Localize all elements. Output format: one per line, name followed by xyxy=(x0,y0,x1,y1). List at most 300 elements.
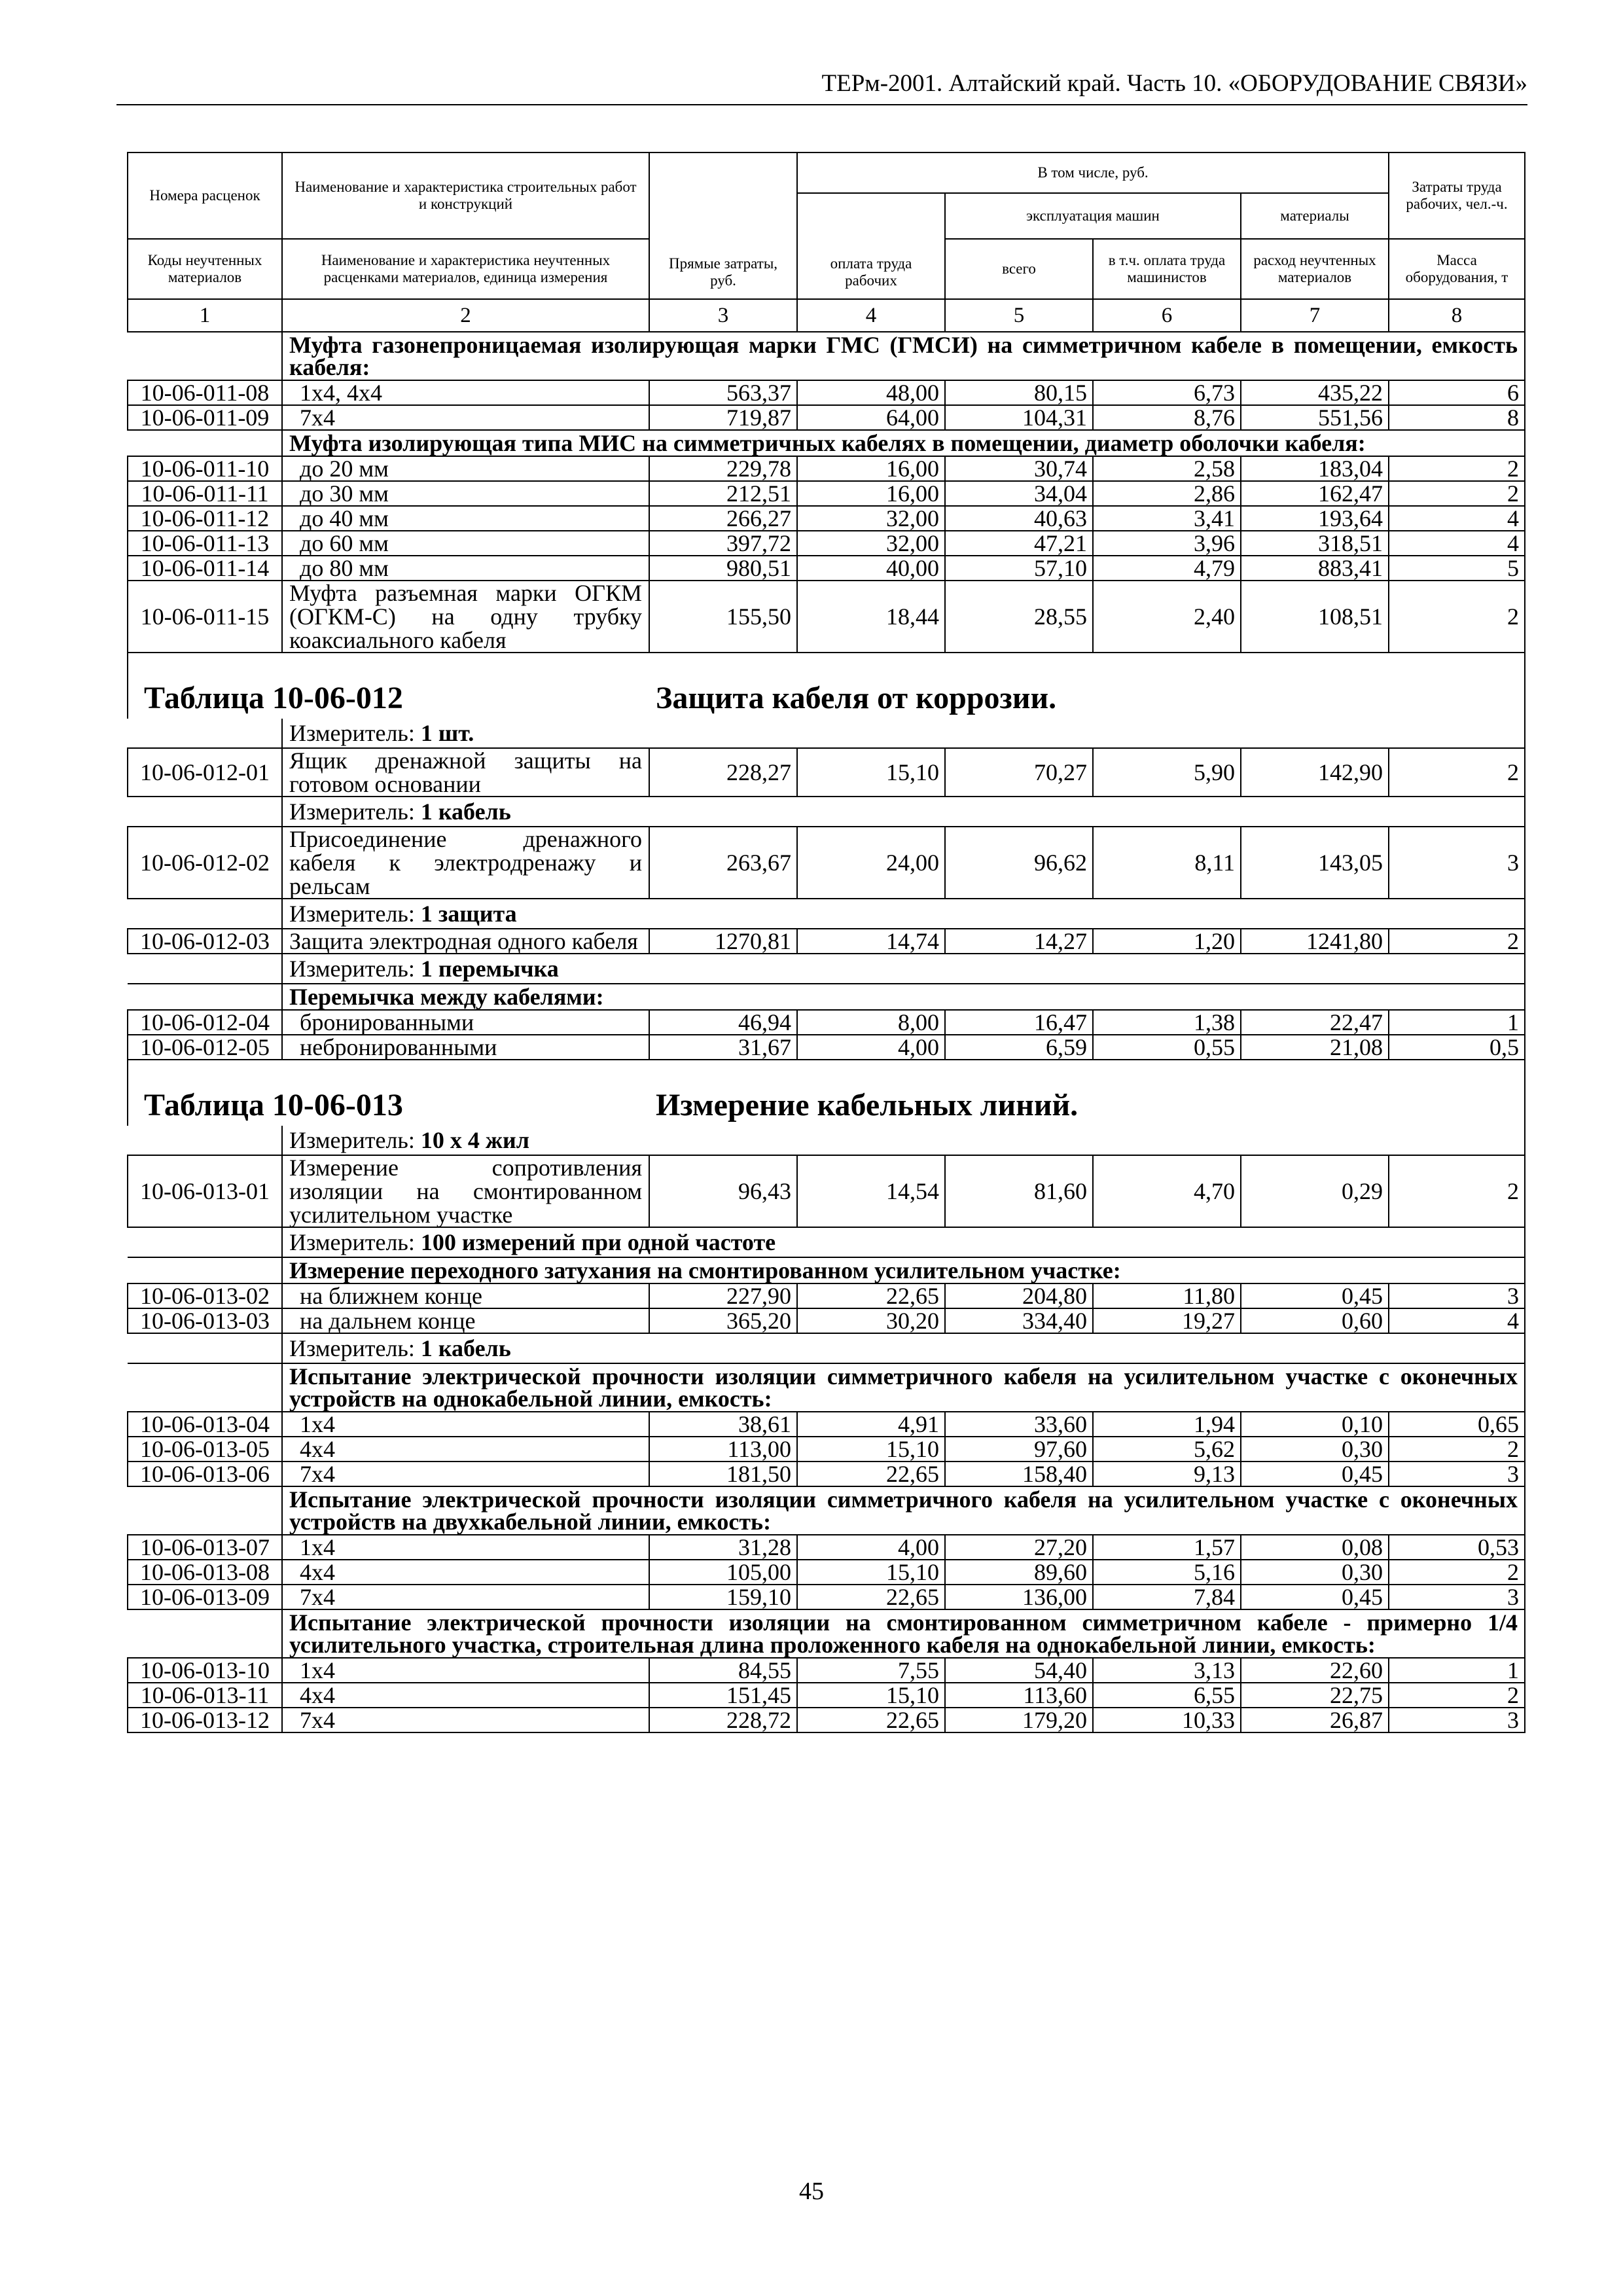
rate-code: 10-06-012-05 xyxy=(128,1035,282,1060)
unit-cell xyxy=(282,899,1525,929)
machines-operators-value: 8,76 xyxy=(1093,405,1241,430)
rate-code: 10-06-013-02 xyxy=(128,1283,282,1308)
table-row xyxy=(128,1412,1525,1437)
table-title-cell xyxy=(128,653,1525,719)
materials-value: 551,56 xyxy=(1241,405,1389,430)
machines-operators-value: 6,55 xyxy=(1093,1683,1241,1708)
labor-pay-value: 32,00 xyxy=(797,531,945,556)
work-name: небронированными xyxy=(282,1035,649,1060)
direct-costs-value: 563,37 xyxy=(649,380,797,405)
table-row xyxy=(128,506,1525,531)
labor-pay-value: 32,00 xyxy=(797,506,945,531)
direct-costs-value: 38,61 xyxy=(649,1412,797,1437)
materials-value: 0,30 xyxy=(1241,1437,1389,1462)
labor-cost-value: 4 xyxy=(1389,1308,1525,1333)
direct-costs-value: 229,78 xyxy=(649,456,797,481)
blank-cell xyxy=(128,1486,282,1535)
group-row xyxy=(128,430,1525,456)
group-heading: Муфта изолирующая типа МИС на симметричных кабелях в помещении, диаметр оболочки кабеля: xyxy=(282,430,1525,456)
work-name: 7х4 xyxy=(282,1708,649,1732)
blank-cell xyxy=(128,984,282,1010)
column-number: 8 xyxy=(1389,299,1525,332)
group-row xyxy=(128,332,1525,380)
running-head: ТЕРм-2001. Алтайский край. Часть 10. «ОБОРУДОВАНИЕ СВЯЗИ» xyxy=(116,69,1527,105)
group-row xyxy=(128,1609,1525,1658)
header-direct-costs: Прямые затраты, руб. xyxy=(649,152,797,299)
table-caption: Измерение кабельных линий. xyxy=(656,1088,1079,1122)
unit-label: Измеритель: xyxy=(289,720,421,746)
direct-costs-value: 719,87 xyxy=(649,405,797,430)
machines-total-value: 40,63 xyxy=(945,506,1093,531)
blank-cell xyxy=(128,1126,282,1155)
labor-pay-value: 48,00 xyxy=(797,380,945,405)
direct-costs-value: 228,27 xyxy=(649,748,797,797)
materials-value: 0,60 xyxy=(1241,1308,1389,1333)
group-heading: Испытание электрической прочности изоляции на смонтированном симметричном кабеле - примерно 1/4 усилительного участка, строительная длина проложенного кабеля на однокабельной линии, емкость: xyxy=(282,1609,1525,1658)
unit-cell xyxy=(282,1126,1525,1155)
labor-cost-value: 8 xyxy=(1389,405,1525,430)
table-row xyxy=(128,1155,1525,1227)
labor-pay-value: 4,00 xyxy=(797,1535,945,1560)
table-row xyxy=(128,1658,1525,1683)
work-name: Ящик дренажной защиты на готовом основании xyxy=(282,748,649,797)
header-col2-top: Наименование и характеристика строительных работ и конструкций xyxy=(282,152,649,239)
labor-pay-value: 18,44 xyxy=(797,581,945,653)
unit-value: 1 защита xyxy=(420,901,517,927)
direct-costs-value: 151,45 xyxy=(649,1683,797,1708)
machines-total-value: 136,00 xyxy=(945,1585,1093,1609)
blank-cell xyxy=(128,332,282,380)
unit-value: 1 шт. xyxy=(420,720,474,746)
table-row xyxy=(128,1010,1525,1035)
direct-costs-value: 31,28 xyxy=(649,1535,797,1560)
work-name: Муфта разъемная марки ОГКМ (ОГКМ-С) на одну трубку коаксиального кабеля xyxy=(282,581,649,653)
machines-total-value: 54,40 xyxy=(945,1658,1093,1683)
labor-cost-value: 1 xyxy=(1389,1658,1525,1683)
column-number: 7 xyxy=(1241,299,1389,332)
direct-costs-value: 365,20 xyxy=(649,1308,797,1333)
labor-cost-value: 0,5 xyxy=(1389,1035,1525,1060)
unit-value: 10 x 4 жил xyxy=(420,1127,529,1153)
machines-operators-value: 3,41 xyxy=(1093,506,1241,531)
direct-costs-value: 1270,81 xyxy=(649,929,797,954)
machines-operators-value: 3,96 xyxy=(1093,531,1241,556)
header-including: В том числе, руб. xyxy=(797,152,1389,193)
labor-pay-value: 30,20 xyxy=(797,1308,945,1333)
materials-value: 142,90 xyxy=(1241,748,1389,797)
materials-value: 162,47 xyxy=(1241,481,1389,506)
blank-cell xyxy=(128,797,282,827)
rate-code: 10-06-011-09 xyxy=(128,405,282,430)
machines-total-value: 34,04 xyxy=(945,481,1093,506)
unit-cell xyxy=(282,797,1525,827)
labor-cost-value: 2 xyxy=(1389,1155,1525,1227)
group-row xyxy=(128,1257,1525,1283)
labor-pay-value: 4,00 xyxy=(797,1035,945,1060)
materials-value: 318,51 xyxy=(1241,531,1389,556)
machines-operators-value: 1,94 xyxy=(1093,1412,1241,1437)
machines-total-value: 104,31 xyxy=(945,405,1093,430)
machines-operators-value: 8,11 xyxy=(1093,827,1241,899)
table-row xyxy=(128,581,1525,653)
column-number: 1 xyxy=(128,299,282,332)
direct-costs-value: 980,51 xyxy=(649,556,797,581)
rates-sheet xyxy=(127,152,1524,1733)
rate-code: 10-06-013-07 xyxy=(128,1535,282,1560)
direct-costs-value: 96,43 xyxy=(649,1155,797,1227)
column-number: 2 xyxy=(282,299,649,332)
table-row xyxy=(128,1462,1525,1486)
machines-total-value: 6,59 xyxy=(945,1035,1093,1060)
materials-value: 0,30 xyxy=(1241,1560,1389,1585)
rate-code: 10-06-013-08 xyxy=(128,1560,282,1585)
work-name: до 60 мм xyxy=(282,531,649,556)
machines-total-value: 113,60 xyxy=(945,1683,1093,1708)
labor-cost-value: 0,65 xyxy=(1389,1412,1525,1437)
machines-total-value: 33,60 xyxy=(945,1412,1093,1437)
direct-costs-value: 84,55 xyxy=(649,1658,797,1683)
unit-row xyxy=(128,1333,1525,1363)
work-name: 4х4 xyxy=(282,1560,649,1585)
unit-row xyxy=(128,899,1525,929)
column-number-row xyxy=(128,299,1525,332)
machines-total-value: 97,60 xyxy=(945,1437,1093,1462)
table-row xyxy=(128,748,1525,797)
machines-total-value: 96,62 xyxy=(945,827,1093,899)
labor-cost-value: 6 xyxy=(1389,380,1525,405)
machines-total-value: 204,80 xyxy=(945,1283,1093,1308)
work-name: Присоединение дренажного кабеля к электродренажу и рельсам xyxy=(282,827,649,899)
materials-value: 22,47 xyxy=(1241,1010,1389,1035)
machines-operators-value: 5,16 xyxy=(1093,1560,1241,1585)
work-name: 1х4 xyxy=(282,1658,649,1683)
labor-cost-value: 3 xyxy=(1389,827,1525,899)
rate-code: 10-06-011-14 xyxy=(128,556,282,581)
work-name: 1х4 xyxy=(282,1412,649,1437)
group-heading: Муфта газонепроницаемая изолирующая марки ГМС (ГМСИ) на симметричном кабеле в помещении, емкость кабеля: xyxy=(282,332,1525,380)
header-row xyxy=(128,152,1525,193)
direct-costs-value: 263,67 xyxy=(649,827,797,899)
table-row xyxy=(128,827,1525,899)
blank-cell xyxy=(128,1257,282,1283)
labor-pay-value: 40,00 xyxy=(797,556,945,581)
table-row xyxy=(128,929,1525,954)
unit-value: 1 кабель xyxy=(420,1335,511,1361)
machines-operators-value: 1,38 xyxy=(1093,1010,1241,1035)
work-name: до 40 мм xyxy=(282,506,649,531)
rate-code: 10-06-013-04 xyxy=(128,1412,282,1437)
materials-value: 883,41 xyxy=(1241,556,1389,581)
materials-value: 0,45 xyxy=(1241,1462,1389,1486)
work-name: до 80 мм xyxy=(282,556,649,581)
labor-pay-value: 15,10 xyxy=(797,1560,945,1585)
header-machines-operators: в т.ч. оплата труда машинистов xyxy=(1093,239,1241,299)
unit-value: 1 перемычка xyxy=(420,956,559,982)
materials-value: 0,45 xyxy=(1241,1283,1389,1308)
materials-value: 1241,80 xyxy=(1241,929,1389,954)
labor-cost-value: 4 xyxy=(1389,531,1525,556)
direct-costs-value: 46,94 xyxy=(649,1010,797,1035)
labor-pay-value: 16,00 xyxy=(797,481,945,506)
materials-value: 21,08 xyxy=(1241,1035,1389,1060)
unit-cell xyxy=(282,954,1525,984)
direct-costs-value: 397,72 xyxy=(649,531,797,556)
blank-cell xyxy=(128,1227,282,1257)
labor-cost-value: 3 xyxy=(1389,1462,1525,1486)
materials-value: 0,08 xyxy=(1241,1535,1389,1560)
work-name: 4х4 xyxy=(282,1683,649,1708)
labor-cost-value: 5 xyxy=(1389,556,1525,581)
header-col1-top: Номера расценок xyxy=(128,152,282,239)
machines-operators-value: 3,13 xyxy=(1093,1658,1241,1683)
labor-pay-value: 64,00 xyxy=(797,405,945,430)
machines-operators-value: 10,33 xyxy=(1093,1708,1241,1732)
machines-total-value: 179,20 xyxy=(945,1708,1093,1732)
machines-operators-value: 6,73 xyxy=(1093,380,1241,405)
labor-cost-value: 4 xyxy=(1389,506,1525,531)
labor-pay-value: 15,10 xyxy=(797,1437,945,1462)
labor-cost-value: 2 xyxy=(1389,481,1525,506)
machines-operators-value: 9,13 xyxy=(1093,1462,1241,1486)
unit-label: Измеритель: xyxy=(289,1229,421,1255)
direct-costs-value: 227,90 xyxy=(649,1283,797,1308)
labor-cost-value: 2 xyxy=(1389,929,1525,954)
machines-operators-value: 1,20 xyxy=(1093,929,1241,954)
rate-code: 10-06-012-01 xyxy=(128,748,282,797)
blank-cell xyxy=(128,954,282,984)
materials-value: 193,64 xyxy=(1241,506,1389,531)
machines-total-value: 89,60 xyxy=(945,1560,1093,1585)
work-name: Измерение сопротивления изоляции на смонтированном усилительном участке xyxy=(282,1155,649,1227)
direct-costs-value: 105,00 xyxy=(649,1560,797,1585)
blank-cell xyxy=(128,1363,282,1412)
machines-total-value: 14,27 xyxy=(945,929,1093,954)
machines-operators-value: 5,90 xyxy=(1093,748,1241,797)
machines-operators-value: 4,70 xyxy=(1093,1155,1241,1227)
table-title xyxy=(135,1060,1518,1126)
header-materials: материалы xyxy=(1241,193,1389,239)
group-heading: Перемычка между кабелями: xyxy=(282,984,1525,1010)
group-row xyxy=(128,1486,1525,1535)
machines-operators-value: 5,62 xyxy=(1093,1437,1241,1462)
labor-pay-value: 22,65 xyxy=(797,1585,945,1609)
machines-total-value: 81,60 xyxy=(945,1155,1093,1227)
materials-value: 22,60 xyxy=(1241,1658,1389,1683)
labor-cost-value: 2 xyxy=(1389,1683,1525,1708)
labor-cost-value: 3 xyxy=(1389,1708,1525,1732)
column-number: 5 xyxy=(945,299,1093,332)
rate-code: 10-06-011-08 xyxy=(128,380,282,405)
work-name: 7х4 xyxy=(282,1585,649,1609)
work-name: 1х4 xyxy=(282,1535,649,1560)
table-row xyxy=(128,405,1525,430)
direct-costs-value: 155,50 xyxy=(649,581,797,653)
blank-cell xyxy=(128,1333,282,1363)
labor-pay-value: 24,00 xyxy=(797,827,945,899)
table-title xyxy=(135,653,1518,719)
blank-cell xyxy=(128,899,282,929)
direct-costs-value: 212,51 xyxy=(649,481,797,506)
machines-operators-value: 11,80 xyxy=(1093,1283,1241,1308)
header-col1-bottom: Коды неучтенных материалов xyxy=(128,239,282,299)
unit-row xyxy=(128,954,1525,984)
labor-pay-value: 15,10 xyxy=(797,1683,945,1708)
direct-costs-value: 31,67 xyxy=(649,1035,797,1060)
machines-total-value: 28,55 xyxy=(945,581,1093,653)
direct-costs-value: 228,72 xyxy=(649,1708,797,1732)
table-caption: Защита кабеля от коррозии. xyxy=(656,681,1057,715)
work-name: 1х4, 4х4 xyxy=(282,380,649,405)
work-name: до 30 мм xyxy=(282,481,649,506)
machines-operators-value: 19,27 xyxy=(1093,1308,1241,1333)
work-name: Защита электродная одного кабеля xyxy=(282,929,649,954)
page-number: 45 xyxy=(799,2178,824,2205)
labor-pay-value: 22,65 xyxy=(797,1708,945,1732)
rate-code: 10-06-013-01 xyxy=(128,1155,282,1227)
rate-code: 10-06-013-09 xyxy=(128,1585,282,1609)
rate-code: 10-06-012-02 xyxy=(128,827,282,899)
rate-code: 10-06-011-10 xyxy=(128,456,282,481)
header-labor-pay: оплата труда рабочих xyxy=(797,193,945,299)
machines-operators-value: 7,84 xyxy=(1093,1585,1241,1609)
table-row xyxy=(128,1585,1525,1609)
blank-cell xyxy=(128,430,282,456)
work-name: до 20 мм xyxy=(282,456,649,481)
table-row xyxy=(128,1708,1525,1732)
work-name: на дальнем конце xyxy=(282,1308,649,1333)
table-title-row xyxy=(128,1060,1525,1126)
materials-value: 0,29 xyxy=(1241,1155,1389,1227)
table-row xyxy=(128,1535,1525,1560)
machines-total-value: 30,74 xyxy=(945,456,1093,481)
table-body xyxy=(128,152,1525,1732)
materials-value: 0,10 xyxy=(1241,1412,1389,1437)
machines-total-value: 70,27 xyxy=(945,748,1093,797)
machines-total-value: 334,40 xyxy=(945,1308,1093,1333)
rate-code: 10-06-013-10 xyxy=(128,1658,282,1683)
unit-value: 1 кабель xyxy=(420,798,511,825)
unit-label: Измеритель: xyxy=(289,798,421,825)
group-row xyxy=(128,1363,1525,1412)
unit-cell xyxy=(282,719,1525,748)
rate-code: 10-06-013-03 xyxy=(128,1308,282,1333)
header-col2-bottom: Наименование и характеристика неучтенных расценками материалов, единица измерения xyxy=(282,239,649,299)
labor-pay-value: 7,55 xyxy=(797,1658,945,1683)
table-row xyxy=(128,380,1525,405)
machines-operators-value: 2,40 xyxy=(1093,581,1241,653)
labor-pay-value: 16,00 xyxy=(797,456,945,481)
machines-total-value: 158,40 xyxy=(945,1462,1093,1486)
materials-value: 143,05 xyxy=(1241,827,1389,899)
machines-operators-value: 2,58 xyxy=(1093,456,1241,481)
machines-operators-value: 2,86 xyxy=(1093,481,1241,506)
labor-cost-value: 1 xyxy=(1389,1010,1525,1035)
table-row xyxy=(128,481,1525,506)
direct-costs-value: 266,27 xyxy=(649,506,797,531)
labor-pay-value: 14,54 xyxy=(797,1155,945,1227)
rate-code: 10-06-012-04 xyxy=(128,1010,282,1035)
blank-cell xyxy=(128,719,282,748)
rate-code: 10-06-013-11 xyxy=(128,1683,282,1708)
labor-cost-value: 3 xyxy=(1389,1283,1525,1308)
labor-pay-value: 15,10 xyxy=(797,748,945,797)
labor-cost-value: 3 xyxy=(1389,1585,1525,1609)
rate-code: 10-06-011-12 xyxy=(128,506,282,531)
work-name: бронированными xyxy=(282,1010,649,1035)
table-row xyxy=(128,556,1525,581)
header-equipment-mass: Масса оборудования, т xyxy=(1389,239,1525,299)
table-row xyxy=(128,1308,1525,1333)
group-heading: Измерение переходного затухания на смонтированном усилительном участке: xyxy=(282,1257,1525,1283)
table-row xyxy=(128,456,1525,481)
work-name: 7х4 xyxy=(282,405,649,430)
unit-label: Измеритель: xyxy=(289,1335,421,1361)
table-row xyxy=(128,531,1525,556)
unit-row xyxy=(128,1227,1525,1257)
machines-operators-value: 4,79 xyxy=(1093,556,1241,581)
blank-cell xyxy=(128,1609,282,1658)
unit-label: Измеритель: xyxy=(289,1127,421,1153)
labor-cost-value: 2 xyxy=(1389,581,1525,653)
labor-pay-value: 4,91 xyxy=(797,1412,945,1437)
group-row xyxy=(128,984,1525,1010)
machines-operators-value: 0,55 xyxy=(1093,1035,1241,1060)
labor-cost-value: 2 xyxy=(1389,1560,1525,1585)
unit-cell xyxy=(282,1333,1525,1363)
machines-total-value: 47,21 xyxy=(945,531,1093,556)
labor-pay-value: 8,00 xyxy=(797,1010,945,1035)
rate-code: 10-06-013-12 xyxy=(128,1708,282,1732)
rate-code: 10-06-011-11 xyxy=(128,481,282,506)
machines-total-value: 57,10 xyxy=(945,556,1093,581)
group-heading: Испытание электрической прочности изоляции симметричного кабеля на усилительном участке с оконечных устройств на двухкабельной линии, емкость: xyxy=(282,1486,1525,1535)
header-machines: эксплуатация машин xyxy=(945,193,1241,239)
unit-label: Измеритель: xyxy=(289,956,421,982)
table-row xyxy=(128,1560,1525,1585)
materials-value: 22,75 xyxy=(1241,1683,1389,1708)
materials-value: 26,87 xyxy=(1241,1708,1389,1732)
labor-pay-value: 22,65 xyxy=(797,1462,945,1486)
direct-costs-value: 159,10 xyxy=(649,1585,797,1609)
unit-cell xyxy=(282,1227,1525,1257)
table-title-row xyxy=(128,653,1525,719)
rate-code: 10-06-013-05 xyxy=(128,1437,282,1462)
unit-label: Измеритель: xyxy=(289,901,421,927)
labor-cost-value: 2 xyxy=(1389,748,1525,797)
unit-row xyxy=(128,719,1525,748)
materials-value: 183,04 xyxy=(1241,456,1389,481)
table-number: Таблица 10-06-012 xyxy=(144,681,403,715)
table-row xyxy=(128,1437,1525,1462)
rate-code: 10-06-012-03 xyxy=(128,929,282,954)
column-number: 6 xyxy=(1093,299,1241,332)
unit-row xyxy=(128,797,1525,827)
table-row xyxy=(128,1283,1525,1308)
machines-total-value: 27,20 xyxy=(945,1535,1093,1560)
labor-cost-value: 2 xyxy=(1389,1437,1525,1462)
labor-pay-value: 22,65 xyxy=(797,1283,945,1308)
group-heading: Испытание электрической прочности изоляции симметричного кабеля на усилительном участке с оконечных устройств на однокабельной линии, емкость: xyxy=(282,1363,1525,1412)
rate-code: 10-06-011-13 xyxy=(128,531,282,556)
column-number: 4 xyxy=(797,299,945,332)
column-number: 3 xyxy=(649,299,797,332)
materials-value: 435,22 xyxy=(1241,380,1389,405)
work-name: 4х4 xyxy=(282,1437,649,1462)
direct-costs-value: 113,00 xyxy=(649,1437,797,1462)
header-labor-cost: Затраты труда рабочих, чел.-ч. xyxy=(1389,152,1525,239)
table-title-cell xyxy=(128,1060,1525,1126)
table-row xyxy=(128,1035,1525,1060)
